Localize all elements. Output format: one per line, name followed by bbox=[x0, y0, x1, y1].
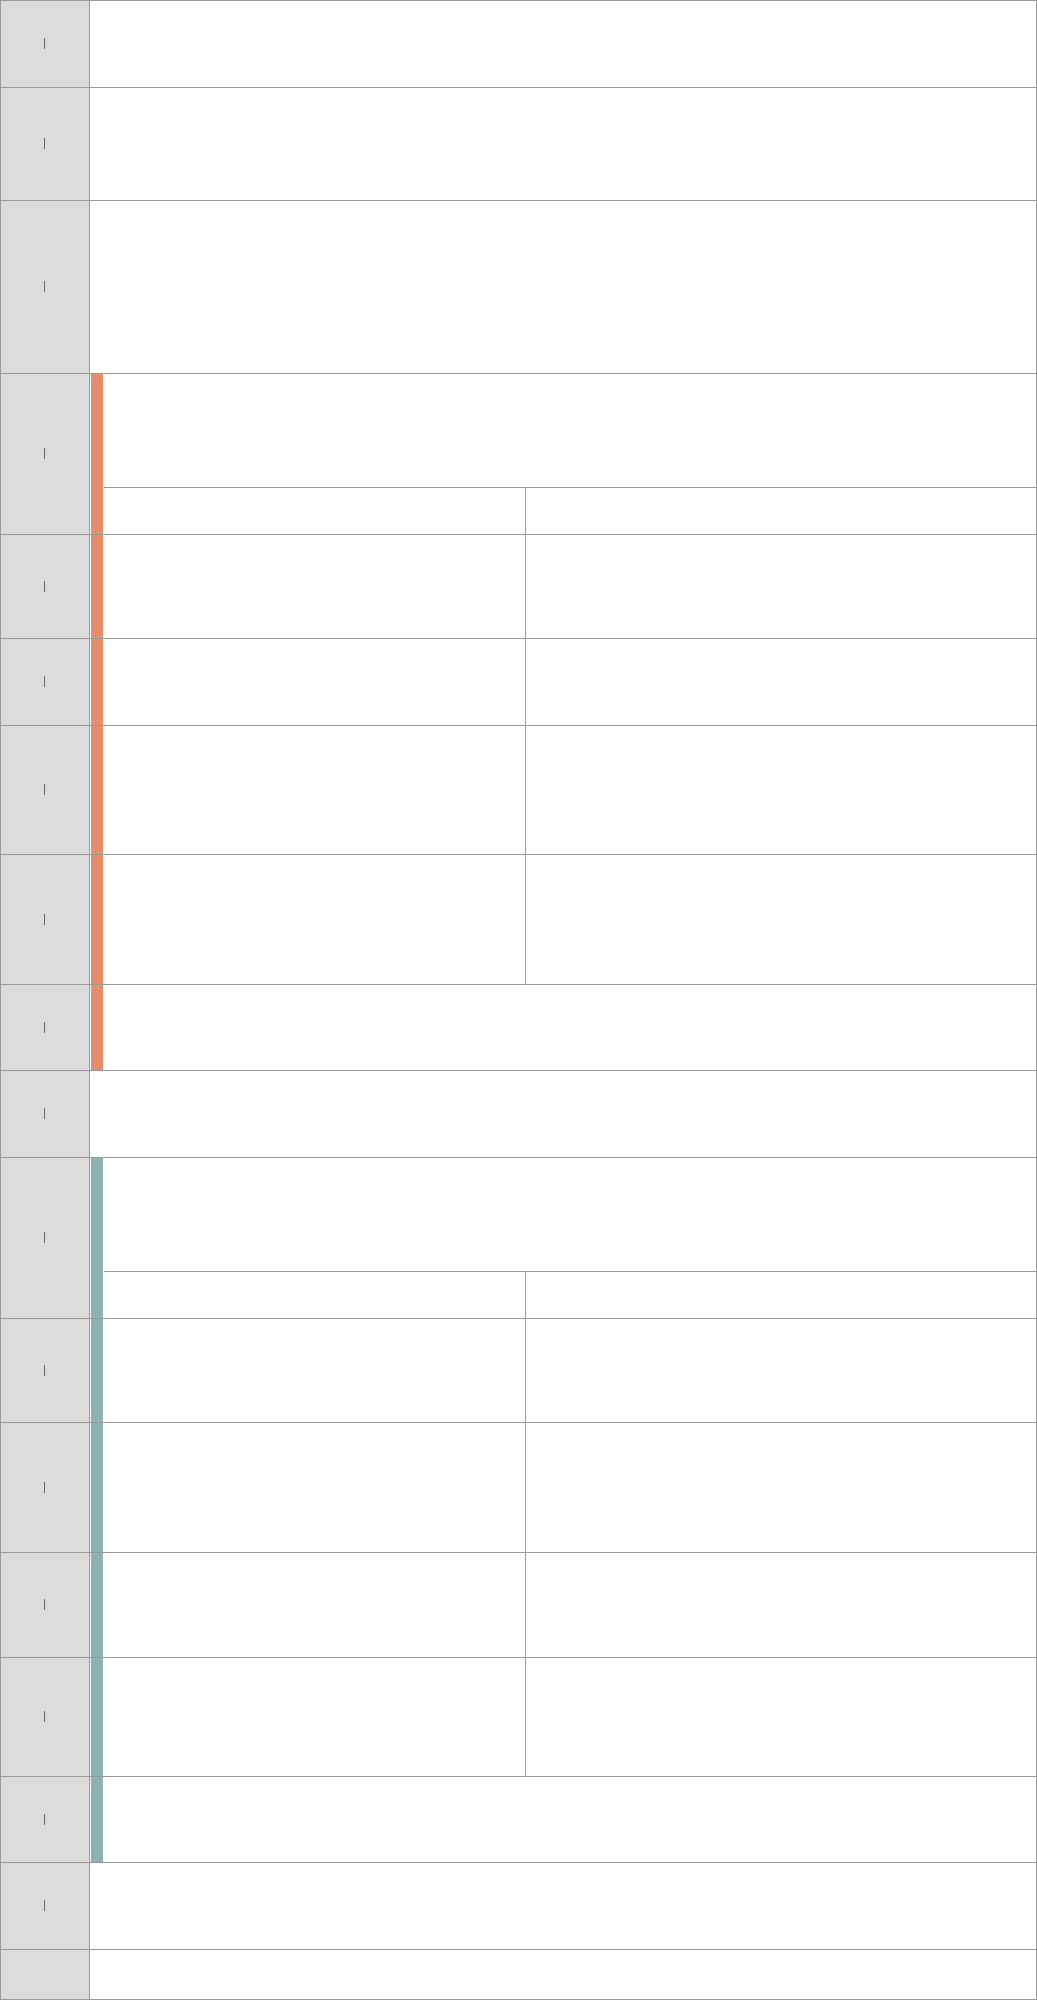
row-divider bbox=[0, 1776, 1037, 1777]
time-separator bbox=[44, 581, 45, 592]
time-slot bbox=[0, 1157, 89, 1318]
time-slot bbox=[0, 200, 89, 373]
table-left-border bbox=[0, 0, 1, 2000]
time-slot bbox=[0, 1949, 89, 2000]
row-divider bbox=[0, 200, 1037, 201]
row-divider bbox=[0, 638, 1037, 639]
time-separator bbox=[44, 1814, 45, 1825]
time-separator bbox=[44, 914, 45, 925]
session-cell-issue1 bbox=[118, 373, 238, 487]
time-slot bbox=[0, 1776, 89, 1862]
row-divider bbox=[0, 1657, 1037, 1658]
time-slot bbox=[0, 1862, 89, 1949]
time-separator bbox=[44, 1711, 45, 1722]
time-separator bbox=[44, 676, 45, 687]
row-divider bbox=[0, 854, 1037, 855]
time-slot bbox=[0, 984, 89, 1070]
session-cell-issue2 bbox=[118, 1157, 238, 1271]
issue-accent-bar bbox=[91, 373, 103, 1070]
row-divider bbox=[0, 534, 1037, 535]
row-divider bbox=[0, 373, 1037, 374]
row-divider bbox=[0, 1318, 1037, 1319]
row-divider bbox=[0, 1949, 1037, 1950]
time-separator bbox=[44, 1232, 45, 1243]
session-cell-keynote bbox=[104, 200, 291, 373]
time-separator bbox=[44, 38, 45, 49]
time-slot bbox=[0, 1657, 89, 1776]
issue2-column-divider bbox=[525, 1271, 526, 1776]
time-slot bbox=[0, 1070, 89, 1157]
issue1-column-divider bbox=[525, 487, 526, 984]
row-divider bbox=[0, 1422, 1037, 1423]
row-divider bbox=[0, 1552, 1037, 1553]
row-divider bbox=[0, 725, 1037, 726]
row-divider bbox=[0, 984, 1037, 985]
time-separator bbox=[44, 784, 45, 795]
time-separator bbox=[44, 1599, 45, 1610]
time-separator bbox=[44, 1900, 45, 1911]
time-slot bbox=[0, 1422, 89, 1552]
time-slot bbox=[0, 854, 89, 984]
time-separator bbox=[44, 1108, 45, 1119]
time-slot bbox=[0, 87, 89, 200]
time-column-divider bbox=[89, 0, 90, 2000]
time-slot bbox=[0, 534, 89, 638]
time-separator bbox=[44, 138, 45, 149]
time-slot bbox=[0, 1318, 89, 1422]
time-slot bbox=[0, 638, 89, 725]
time-separator bbox=[44, 281, 45, 292]
row-divider bbox=[0, 1862, 1037, 1863]
time-separator bbox=[44, 1482, 45, 1493]
row-divider bbox=[104, 487, 1037, 488]
table-top-border bbox=[0, 0, 1037, 1]
session-cell-opening bbox=[104, 87, 224, 200]
time-slot bbox=[0, 725, 89, 854]
row-divider bbox=[0, 1070, 1037, 1071]
row-divider bbox=[104, 1271, 1037, 1272]
time-separator bbox=[44, 1365, 45, 1376]
time-slot bbox=[0, 373, 89, 534]
time-separator bbox=[44, 1022, 45, 1033]
row-divider bbox=[0, 1157, 1037, 1158]
row-divider bbox=[0, 87, 1037, 88]
time-separator bbox=[44, 448, 45, 459]
time-slot bbox=[0, 1552, 89, 1657]
issue-accent-bar bbox=[91, 1157, 103, 1862]
time-slot bbox=[0, 0, 89, 87]
